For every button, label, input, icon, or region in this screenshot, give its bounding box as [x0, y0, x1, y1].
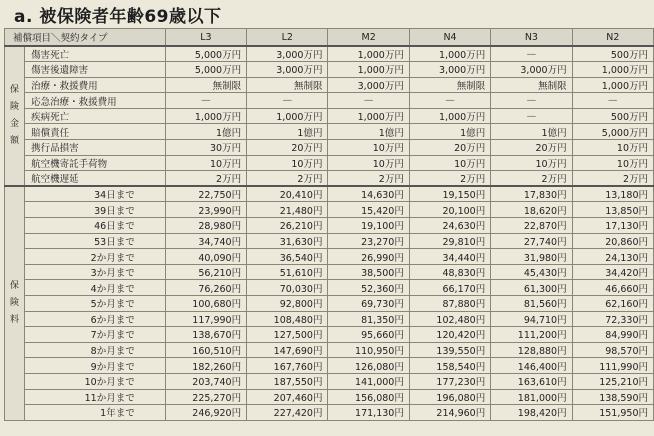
coverage-row-value: 1,000万円 — [247, 108, 328, 124]
premium-row-value: 15,420円 — [328, 202, 409, 218]
premium-row-label: 39日まで — [25, 202, 166, 218]
premium-row-label: 11か月まで — [25, 389, 166, 405]
page-title: a. 被保険者年齢69歳以下 — [14, 7, 222, 27]
coverage-row — [5, 124, 654, 140]
coverage-row-value: 3,000万円 — [491, 62, 572, 78]
coverage-row-value: 10万円 — [328, 140, 409, 156]
coverage-row-value: — — [491, 46, 572, 62]
insurance-premium-table — [4, 28, 654, 421]
premium-row-value: 138,670円 — [165, 327, 246, 343]
coverage-row-label: 傷害後遺障害 — [25, 62, 166, 78]
premium-row-value: 34,420円 — [572, 264, 653, 280]
premium-row-value: 167,760円 — [247, 358, 328, 374]
premium-row-value: 61,300円 — [491, 280, 572, 296]
plan-header-l3: L3 — [165, 29, 246, 47]
coverage-row-value: 3,000万円 — [328, 77, 409, 93]
coverage-row-value: 5,000万円 — [572, 124, 653, 140]
coverage-row-value: 1億円 — [165, 124, 246, 140]
premium-row-label: 6か月まで — [25, 311, 166, 327]
premium-row-value: 127,500円 — [247, 327, 328, 343]
premium-row-value: 110,950円 — [328, 342, 409, 358]
premium-row — [5, 233, 654, 249]
coverage-row-value: 10万円 — [328, 155, 409, 171]
premium-row-value: 203,740円 — [165, 373, 246, 389]
coverage-row-value: — — [409, 93, 490, 109]
premium-row-value: 139,550円 — [409, 342, 490, 358]
coverage-row-value: — — [165, 93, 246, 109]
coverage-row-label: 携行品損害 — [25, 140, 166, 156]
premium-row-value: 81,350円 — [328, 311, 409, 327]
coverage-row-value: 10万円 — [572, 140, 653, 156]
coverage-section — [5, 46, 654, 186]
coverage-row-value: 1億円 — [491, 124, 572, 140]
premium-row-label: 2か月まで — [25, 249, 166, 265]
coverage-row-value: 2万円 — [409, 171, 490, 187]
premium-row-value: 13,850円 — [572, 202, 653, 218]
coverage-row-value: — — [328, 93, 409, 109]
premium-row-value: 31,630円 — [247, 233, 328, 249]
premium-row — [5, 311, 654, 327]
coverage-row-value: 10万円 — [247, 155, 328, 171]
plan-header-n4: N4 — [409, 29, 490, 47]
premium-row-value: 22,870円 — [491, 218, 572, 234]
premium-row-label: 4か月まで — [25, 280, 166, 296]
premium-row-value: 158,540円 — [409, 358, 490, 374]
premium-row-value: 66,170円 — [409, 280, 490, 296]
coverage-row-value: 1,000万円 — [409, 46, 490, 62]
premium-row-value: 13,180円 — [572, 186, 653, 202]
premium-row-value: 29,810円 — [409, 233, 490, 249]
premium-row-value: 19,150円 — [409, 186, 490, 202]
premium-row-value: 17,830円 — [491, 186, 572, 202]
coverage-row-value: 20万円 — [491, 140, 572, 156]
coverage-row-value: 無制限 — [409, 77, 490, 93]
coverage-row-value: 無制限 — [165, 77, 246, 93]
coverage-row-label: 治療・救援費用 — [25, 77, 166, 93]
coverage-row-label: 航空機遅延 — [25, 171, 166, 187]
premium-section — [5, 186, 654, 420]
premium-row-value: 156,080円 — [328, 389, 409, 405]
coverage-row-value: 1,000万円 — [572, 62, 653, 78]
premium-row — [5, 186, 654, 202]
premium-row-value: 36,540円 — [247, 249, 328, 265]
premium-row-value: 108,480円 — [247, 311, 328, 327]
premium-row-value: 14,630円 — [328, 186, 409, 202]
coverage-row-value: 1,000万円 — [328, 46, 409, 62]
premium-row-label: 10か月まで — [25, 373, 166, 389]
premium-row-value: 94,710円 — [491, 311, 572, 327]
premium-row-value: 227,420円 — [247, 405, 328, 421]
premium-row-value: 92,800円 — [247, 296, 328, 312]
premium-row — [5, 249, 654, 265]
premium-row-label: 53日まで — [25, 233, 166, 249]
premium-row-value: 34,440円 — [409, 249, 490, 265]
coverage-row-value: 1,000万円 — [328, 108, 409, 124]
coverage-row-value: 1,000万円 — [165, 108, 246, 124]
premium-row — [5, 358, 654, 374]
premium-row-value: 21,480円 — [247, 202, 328, 218]
coverage-row-value: 1億円 — [328, 124, 409, 140]
premium-row-value: 24,630円 — [409, 218, 490, 234]
coverage-row — [5, 155, 654, 171]
premium-row-label: 9か月まで — [25, 358, 166, 374]
premium-row-value: 196,080円 — [409, 389, 490, 405]
coverage-row-value: 1,000万円 — [572, 77, 653, 93]
premium-row-value: 45,430円 — [491, 264, 572, 280]
premium-row-value: 18,620円 — [491, 202, 572, 218]
coverage-row-label: 賠償責任 — [25, 124, 166, 140]
premium-row-label: 3か月まで — [25, 264, 166, 280]
premium-row-value: 20,100円 — [409, 202, 490, 218]
premium-row-value: 51,610円 — [247, 264, 328, 280]
premium-row-value: 87,880円 — [409, 296, 490, 312]
premium-row-value: 214,960円 — [409, 405, 490, 421]
coverage-row-label: 応急治療・救援費用 — [25, 93, 166, 109]
coverage-row — [5, 46, 654, 62]
coverage-row-value: 5,000万円 — [165, 62, 246, 78]
premium-row — [5, 389, 654, 405]
coverage-row-value: 20万円 — [247, 140, 328, 156]
coverage-row-value: 無制限 — [491, 77, 572, 93]
premium-row-value: 100,680円 — [165, 296, 246, 312]
premium-row-value: 72,330円 — [572, 311, 653, 327]
coverage-row-value: 2万円 — [328, 171, 409, 187]
premium-row — [5, 218, 654, 234]
plan-header-n3: N3 — [491, 29, 572, 47]
premium-row-value: 19,100円 — [328, 218, 409, 234]
premium-row-value: 128,880円 — [491, 342, 572, 358]
header-corner-label: 補償項目＼契約タイプ — [5, 29, 166, 47]
premium-row-value: 23,990円 — [165, 202, 246, 218]
coverage-side-label: 保 険 金 額 — [5, 46, 25, 186]
premium-row-value: 181,000円 — [491, 389, 572, 405]
premium-side-label: 保 険 料 — [5, 186, 25, 420]
premium-row — [5, 264, 654, 280]
premium-row — [5, 296, 654, 312]
premium-row-value: 120,420円 — [409, 327, 490, 343]
premium-row-value: 76,260円 — [165, 280, 246, 296]
premium-row-value: 147,690円 — [247, 342, 328, 358]
premium-row-value: 146,400円 — [491, 358, 572, 374]
coverage-row — [5, 62, 654, 78]
coverage-row-value: 10万円 — [409, 155, 490, 171]
coverage-row-value: 2万円 — [165, 171, 246, 187]
coverage-row-value: 無制限 — [247, 77, 328, 93]
coverage-row — [5, 171, 654, 187]
premium-row-value: 160,510円 — [165, 342, 246, 358]
coverage-row-value: 10万円 — [165, 155, 246, 171]
premium-row-value: 24,130円 — [572, 249, 653, 265]
coverage-row-label: 疾病死亡 — [25, 108, 166, 124]
premium-row-label: 7か月まで — [25, 327, 166, 343]
coverage-row-value: 3,000万円 — [247, 46, 328, 62]
premium-row — [5, 280, 654, 296]
coverage-row-value: — — [572, 93, 653, 109]
premium-row-value: 95,660円 — [328, 327, 409, 343]
premium-row-value: 151,950円 — [572, 405, 653, 421]
coverage-row-value: 10万円 — [572, 155, 653, 171]
premium-row-value: 138,590円 — [572, 389, 653, 405]
coverage-row-value: 500万円 — [572, 108, 653, 124]
premium-row-label: 5か月まで — [25, 296, 166, 312]
premium-row — [5, 327, 654, 343]
premium-row-value: 27,740円 — [491, 233, 572, 249]
premium-row-label: 34日まで — [25, 186, 166, 202]
coverage-row — [5, 93, 654, 109]
coverage-row-value: 500万円 — [572, 46, 653, 62]
premium-row-value: 182,260円 — [165, 358, 246, 374]
coverage-row-value: 2万円 — [491, 171, 572, 187]
premium-row-value: 171,130円 — [328, 405, 409, 421]
premium-row-value: 28,980円 — [165, 218, 246, 234]
premium-row-value: 40,090円 — [165, 249, 246, 265]
coverage-row-value: — — [491, 93, 572, 109]
premium-row-value: 17,130円 — [572, 218, 653, 234]
premium-row-value: 111,990円 — [572, 358, 653, 374]
premium-row-value: 177,230円 — [409, 373, 490, 389]
coverage-row-value: 2万円 — [572, 171, 653, 187]
premium-row-value: 198,420円 — [491, 405, 572, 421]
premium-row-value: 81,560円 — [491, 296, 572, 312]
premium-row-value: 246,920円 — [165, 405, 246, 421]
premium-row-value: 56,210円 — [165, 264, 246, 280]
premium-row-value: 26,210円 — [247, 218, 328, 234]
premium-row — [5, 373, 654, 389]
coverage-row-value: 1,000万円 — [409, 108, 490, 124]
premium-row-value: 20,860円 — [572, 233, 653, 249]
premium-row-label: 46日まで — [25, 218, 166, 234]
premium-row-value: 141,000円 — [328, 373, 409, 389]
premium-row-label: 1年まで — [25, 405, 166, 421]
premium-row-value: 125,210円 — [572, 373, 653, 389]
plan-header-m2: M2 — [328, 29, 409, 47]
premium-row-value: 98,570円 — [572, 342, 653, 358]
plan-header-n2: N2 — [572, 29, 653, 47]
premium-row-value: 23,270円 — [328, 233, 409, 249]
coverage-row — [5, 108, 654, 124]
premium-row-label: 8か月まで — [25, 342, 166, 358]
coverage-row-value: — — [491, 108, 572, 124]
premium-row-value: 26,990円 — [328, 249, 409, 265]
coverage-row-value: — — [247, 93, 328, 109]
premium-row-value: 102,480円 — [409, 311, 490, 327]
premium-row-value: 20,410円 — [247, 186, 328, 202]
coverage-row-value: 1億円 — [409, 124, 490, 140]
premium-row-value: 62,160円 — [572, 296, 653, 312]
premium-row — [5, 202, 654, 218]
premium-row-value: 38,500円 — [328, 264, 409, 280]
premium-row-value: 46,660円 — [572, 280, 653, 296]
premium-row-value: 34,740円 — [165, 233, 246, 249]
plan-header-l2: L2 — [247, 29, 328, 47]
premium-row-value: 163,610円 — [491, 373, 572, 389]
premium-row-value: 70,030円 — [247, 280, 328, 296]
premium-row-value: 84,990円 — [572, 327, 653, 343]
premium-row-value: 117,990円 — [165, 311, 246, 327]
premium-row-value: 22,750円 — [165, 186, 246, 202]
premium-row — [5, 342, 654, 358]
premium-row-value: 69,730円 — [328, 296, 409, 312]
premium-row-value: 111,200円 — [491, 327, 572, 343]
coverage-row-value: 1,000万円 — [328, 62, 409, 78]
coverage-row-value: 30万円 — [165, 140, 246, 156]
table-header — [5, 29, 654, 47]
coverage-row — [5, 140, 654, 156]
coverage-row-label: 傷害死亡 — [25, 46, 166, 62]
premium-row-value: 207,460円 — [247, 389, 328, 405]
premium-row-value: 48,830円 — [409, 264, 490, 280]
coverage-row-value: 1億円 — [247, 124, 328, 140]
premium-row-value: 31,980円 — [491, 249, 572, 265]
coverage-row-value: 3,000万円 — [247, 62, 328, 78]
coverage-row-value: 3,000万円 — [409, 62, 490, 78]
premium-row-value: 126,080円 — [328, 358, 409, 374]
coverage-row-value: 5,000万円 — [165, 46, 246, 62]
premium-row-value: 52,360円 — [328, 280, 409, 296]
coverage-row-value: 20万円 — [409, 140, 490, 156]
premium-row-value: 187,550円 — [247, 373, 328, 389]
premium-row — [5, 405, 654, 421]
coverage-row-value: 2万円 — [247, 171, 328, 187]
premium-row-value: 225,270円 — [165, 389, 246, 405]
coverage-row-value: 10万円 — [491, 155, 572, 171]
coverage-row-label: 航空機寄託手荷物 — [25, 155, 166, 171]
coverage-row — [5, 77, 654, 93]
